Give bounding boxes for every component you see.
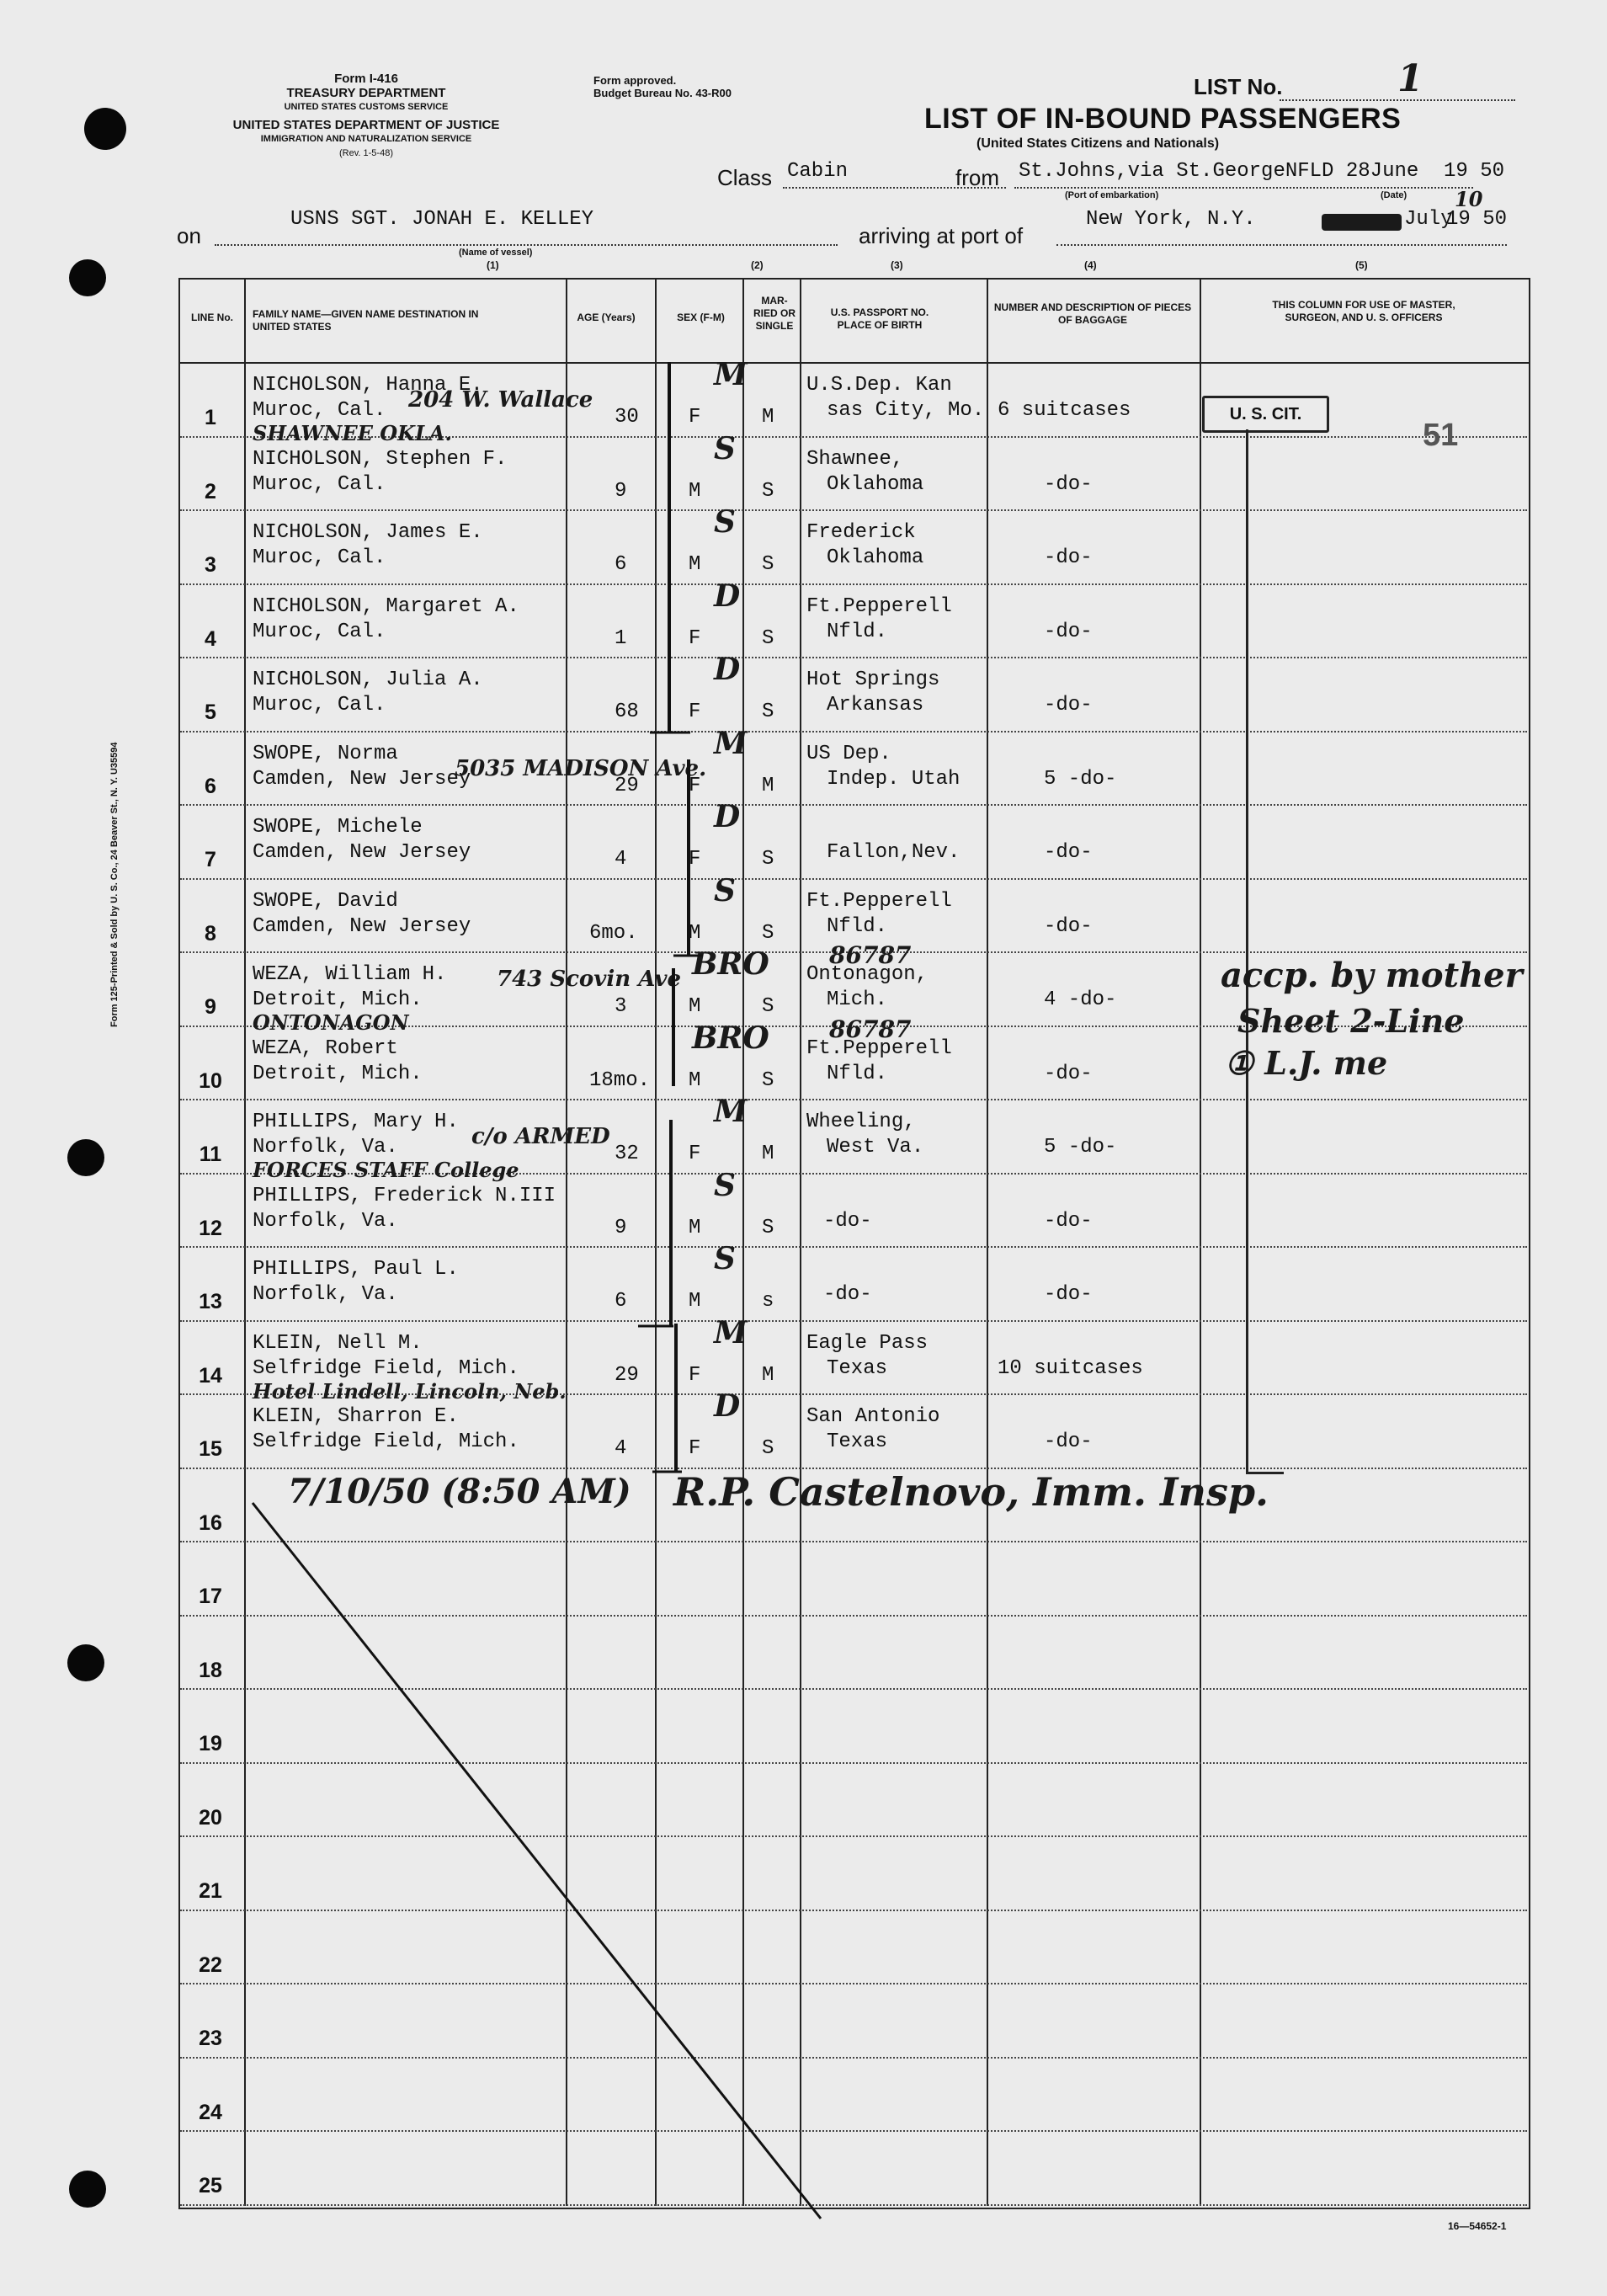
place-of-birth: Texas [827, 1356, 888, 1380]
place-of-birth: -do- [823, 1283, 872, 1306]
relation-mark: BRO [692, 1020, 769, 1056]
married-single: M [762, 774, 774, 797]
revision: (Rev. 1-5-48) [339, 148, 393, 158]
place-of-birth: Arkansas [827, 694, 924, 717]
passport-line1: Ft.Pepperell [806, 1036, 952, 1060]
line-number: 23 [199, 2027, 222, 2050]
place-of-birth: Nfld. [827, 1062, 888, 1085]
married-single: S [762, 701, 774, 723]
relation-mark: D [714, 578, 741, 614]
relation-mark: S [714, 504, 736, 540]
relation-mark: M [714, 725, 748, 761]
officer-note-2: Sheet 2-Line [1237, 1002, 1465, 1040]
passenger-name: PHILLIPS, Mary H. [253, 1111, 459, 1133]
relation-mark: S [714, 872, 736, 908]
passenger-name: SWOPE, Michele [253, 816, 423, 839]
destination: Norfolk, Va. [253, 1209, 398, 1233]
married-single: M [762, 1143, 774, 1165]
place-of-birth: West Va. [827, 1136, 924, 1159]
destination: Muroc, Cal. [253, 620, 386, 643]
married-single: M [762, 1363, 774, 1387]
destination: Norfolk, Va. [253, 1136, 398, 1159]
page-count: 51 [1423, 418, 1459, 453]
line-number: 6 [205, 774, 216, 798]
passenger-name: PHILLIPS, Paul L. [253, 1258, 459, 1281]
handwritten-address-2: SHAWNEE OKLA. [253, 421, 452, 445]
age: 3 [615, 995, 627, 1018]
baggage: -do- [1044, 1283, 1093, 1306]
vessel-name: USNS SGT. JONAH E. KELLEY [290, 208, 594, 231]
handwritten-address: 5035 MADISON Ave. [455, 755, 707, 781]
passport-line1: Shawnee, [806, 447, 904, 471]
port-of-arrival: New York, N.Y. [1086, 208, 1256, 231]
passenger-name: NICHOLSON, Julia A. [253, 669, 483, 691]
departure-year: 19 50 [1444, 160, 1505, 183]
passenger-name: KLEIN, Nell M. [253, 1331, 423, 1355]
arrival-year: 19 50 [1446, 208, 1508, 231]
passport-line1: Wheeling, [806, 1111, 916, 1133]
relation-mark: S [714, 1241, 736, 1276]
passenger-name: NICHOLSON, James E. [253, 521, 483, 544]
age: 6 [615, 553, 627, 576]
line-number: 1 [205, 406, 216, 429]
handwritten-address-2: FORCES STAFF College [253, 1158, 519, 1182]
passport-number: 86787 [829, 941, 912, 969]
age: 18mo. [589, 1068, 651, 1092]
destination: Camden, New Jersey [253, 767, 471, 791]
sex: M [689, 479, 701, 503]
us-citizen-stamp: U. S. CIT. [1202, 396, 1329, 433]
married-single: S [762, 553, 774, 576]
age: 4 [615, 1437, 627, 1460]
handwritten-address: 743 Scovin Ave [497, 967, 681, 992]
passport-line1: Frederick [806, 521, 916, 544]
destination: Norfolk, Va. [253, 1283, 398, 1306]
line-number: 20 [199, 1805, 222, 1830]
col-head-married: MAR- RIED OR SINGLE [753, 295, 796, 332]
place-of-birth: Nfld. [827, 620, 888, 643]
baggage: 4 -do- [1044, 988, 1117, 1011]
line-number: 25 [199, 2174, 222, 2197]
destination: Muroc, Cal. [253, 399, 386, 422]
form-subtitle: (United States Citizens and Nationals) [976, 136, 1220, 151]
passenger-name: NICHOLSON, Margaret A. [253, 594, 519, 618]
age: 29 [615, 774, 639, 797]
passport-line1: Hot Springs [806, 669, 940, 691]
passport-number: 86787 [829, 1015, 912, 1043]
col-head-passport: U.S. PASSPORT NO. PLACE OF BIRTH [830, 306, 929, 331]
baggage: -do- [1044, 472, 1093, 496]
passport-line1: Ft.Pepperell [806, 889, 952, 913]
age: 6 [615, 1290, 627, 1313]
from-label: from [955, 165, 999, 190]
married-single: S [762, 1068, 774, 1092]
passport-line1: Eagle Pass [806, 1331, 929, 1355]
ins-service: IMMIGRATION AND NATURALIZATION SERVICE [260, 134, 472, 144]
customs-service: UNITED STATES CUSTOMS SERVICE [284, 102, 449, 112]
col-num-2: (2) [751, 259, 764, 271]
baggage: -do- [1044, 1209, 1093, 1233]
married-single: s [762, 1290, 774, 1313]
baggage: -do- [1044, 1430, 1093, 1453]
line-number: 5 [205, 701, 216, 724]
sex: F [689, 406, 701, 429]
age: 9 [615, 1216, 627, 1239]
line-number: 11 [199, 1143, 222, 1166]
age: 1 [615, 626, 627, 650]
baggage: -do- [1044, 546, 1093, 569]
line-number: 7 [205, 848, 216, 871]
line-number: 8 [205, 921, 216, 946]
inspection-time: 7/10/50 (8:50 AM) [288, 1472, 631, 1511]
line-number: 24 [199, 2100, 222, 2124]
destination: Muroc, Cal. [253, 546, 386, 569]
port-emb-caption: (Port of embarkation) [1065, 190, 1159, 200]
line-number: 9 [205, 995, 216, 1019]
age: 4 [615, 848, 627, 871]
baggage: 5 -do- [1044, 1136, 1117, 1159]
age: 9 [615, 479, 627, 503]
justice-dept: UNITED STATES DEPARTMENT OF JUSTICE [232, 118, 500, 132]
officer-note-3: ① L.J. me [1225, 1044, 1388, 1082]
date-caption: (Date) [1381, 190, 1407, 200]
sex: F [689, 774, 701, 797]
budget-bureau: Budget Bureau No. 43-R00 [593, 87, 732, 99]
col-num-5: (5) [1355, 259, 1368, 271]
form-approved: Form approved. [593, 74, 677, 87]
relation-mark: D [714, 1388, 741, 1424]
line-number: 21 [199, 1879, 222, 1903]
col-head-baggage: NUMBER AND DESCRIPTION OF PIECES OF BAGGAGE [993, 301, 1192, 326]
relation-mark: D [714, 799, 741, 834]
col-head-line-no: LINE No. [191, 312, 233, 323]
officer-note-1: accp. by mother [1221, 956, 1523, 995]
sex: M [689, 921, 701, 945]
handwritten-address: c/o ARMED [471, 1124, 610, 1149]
destination: Selfridge Field, Mich. [253, 1356, 519, 1380]
line-number: 10 [199, 1068, 222, 1093]
place-of-birth: sas City, Mo. [827, 399, 985, 422]
line-number: 17 [199, 1585, 222, 1608]
relation-mark: D [714, 652, 741, 687]
sex: F [689, 626, 701, 650]
place-of-birth: -do- [823, 1209, 872, 1233]
baggage: -do- [1044, 1062, 1093, 1085]
married-single: M [762, 406, 774, 429]
sex: F [689, 701, 701, 723]
passport-line1: Ontonagon, [806, 963, 929, 986]
passenger-name: WEZA, William H. [253, 963, 447, 986]
arrival-day-handwritten: 10 [1455, 187, 1483, 211]
sex: M [689, 1216, 701, 1239]
destination: Muroc, Cal. [253, 694, 386, 717]
col-num-1: (1) [487, 259, 499, 271]
sex: F [689, 848, 701, 871]
handwritten-address-2: Hotel Lindell, Lincoln, Neb. [253, 1378, 567, 1404]
relation-mark: M [714, 1314, 748, 1350]
destination: Detroit, Mich. [253, 1062, 423, 1085]
destination: Detroit, Mich. [253, 988, 423, 1011]
line-number: 16 [199, 1510, 222, 1535]
baggage: -do- [1044, 841, 1093, 864]
col-head-name: FAMILY NAME—GIVEN NAME DESTINATION IN UNITED STATES [253, 308, 479, 333]
handwritten-address-2: ONTONAGON [253, 1010, 409, 1035]
passport-line1: U.S.Dep. Kan [806, 374, 952, 397]
line-number: 12 [199, 1216, 222, 1240]
col-head-sex: SEX (F-M) [677, 312, 725, 323]
passenger-name: SWOPE, Norma [253, 742, 398, 765]
port-of-embarkation: St.Johns,via St.GeorgeNFLD 28June [1019, 160, 1419, 183]
form-footer-number: 16—54652-1 [1448, 2220, 1507, 2232]
line-number: 15 [199, 1437, 222, 1461]
sex: F [689, 1437, 701, 1460]
destination: Muroc, Cal. [253, 472, 386, 496]
col-head-officers: THIS COLUMN FOR USE OF MASTER, SURGEON, AND U. S. OFFICERS [1272, 299, 1455, 323]
married-single: S [762, 1437, 774, 1460]
married-single: S [762, 921, 774, 945]
relation-mark: M [714, 1094, 748, 1129]
form-number: Form I-416 [334, 72, 398, 86]
age: 32 [615, 1143, 639, 1165]
class-label: Class [717, 165, 773, 190]
passport-line1: US Dep. [806, 742, 891, 765]
passport-line1: Ft.Pepperell [806, 594, 952, 618]
col-num-3: (3) [891, 259, 903, 271]
age: 68 [615, 701, 639, 723]
relation-mark: M [714, 357, 748, 392]
baggage: 10 suitcases [998, 1356, 1143, 1380]
sex: F [689, 1143, 701, 1165]
passenger-name: NICHOLSON, Stephen F. [253, 447, 508, 471]
sex: M [689, 1068, 701, 1092]
treasury-dept: TREASURY DEPARTMENT [286, 86, 446, 100]
arriving-label: arriving at port of [859, 223, 1024, 248]
place-of-birth: Indep. Utah [827, 767, 960, 791]
sex: F [689, 1363, 701, 1387]
inspector-signature: R.P. Castelnovo, Imm. Insp. [673, 1469, 1269, 1515]
col-head-age: AGE (Years) [577, 312, 636, 323]
place-of-birth: Oklahoma [827, 546, 924, 569]
destination: Camden, New Jersey [253, 914, 471, 938]
place-of-birth: Oklahoma [827, 472, 924, 496]
on-label: on [177, 223, 201, 248]
list-no-label: LIST No. [1194, 74, 1283, 99]
vessel-caption: (Name of vessel) [459, 248, 533, 258]
col-num-4: (4) [1084, 259, 1097, 271]
list-no-value: 1 [1397, 57, 1423, 100]
married-single: S [762, 995, 774, 1018]
passenger-name: PHILLIPS, Frederick N.III [253, 1184, 556, 1207]
passenger-name: NICHOLSON, Hanna E. [253, 374, 483, 397]
passenger-name: WEZA, Robert [253, 1036, 398, 1060]
line-number: 2 [205, 479, 216, 503]
place-of-birth: Fallon,Nev. [827, 841, 960, 864]
place-of-birth: Texas [827, 1430, 888, 1453]
married-single: S [762, 1216, 774, 1239]
class-value: Cabin [787, 160, 849, 183]
line-number: 18 [199, 1658, 222, 1682]
line-number: 22 [199, 1952, 222, 1977]
relation-mark: BRO [692, 946, 769, 982]
sex: M [689, 553, 701, 576]
arrival-date: July [1404, 208, 1453, 231]
relation-mark: S [714, 430, 736, 466]
baggage: -do- [1044, 694, 1093, 717]
passport-line1: San Antonio [806, 1405, 940, 1428]
married-single: S [762, 479, 774, 503]
baggage: -do- [1044, 620, 1093, 643]
sex: M [689, 995, 701, 1018]
handwritten-address: 204 W. Wallace [408, 387, 593, 413]
age: 29 [615, 1363, 639, 1387]
side-printer-credit: Form 125-Printed & Sold by U. S. Co., 24 Beaver St., N. Y. U35594 [109, 742, 120, 1027]
destination: Camden, New Jersey [253, 841, 471, 864]
passenger-name: SWOPE, David [253, 889, 398, 913]
relation-mark: S [714, 1167, 736, 1203]
age: 30 [615, 406, 639, 429]
line-number: 19 [199, 1732, 222, 1755]
age: 6mo. [589, 921, 638, 945]
form-title: LIST OF IN-BOUND PASSENGERS [924, 103, 1402, 135]
married-single: S [762, 848, 774, 871]
line-number: 14 [199, 1363, 222, 1388]
married-single: S [762, 626, 774, 650]
line-number: 3 [205, 553, 216, 577]
baggage: 6 suitcases [998, 399, 1131, 422]
destination: Selfridge Field, Mich. [253, 1430, 519, 1453]
passenger-name: KLEIN, Sharron E. [253, 1405, 459, 1428]
sex: M [689, 1290, 701, 1313]
place-of-birth: Nfld. [827, 914, 888, 938]
baggage: -do- [1044, 914, 1093, 938]
place-of-birth: Mich. [827, 988, 888, 1011]
line-number: 4 [205, 626, 216, 651]
baggage: 5 -do- [1044, 767, 1117, 791]
line-number: 13 [199, 1290, 222, 1313]
